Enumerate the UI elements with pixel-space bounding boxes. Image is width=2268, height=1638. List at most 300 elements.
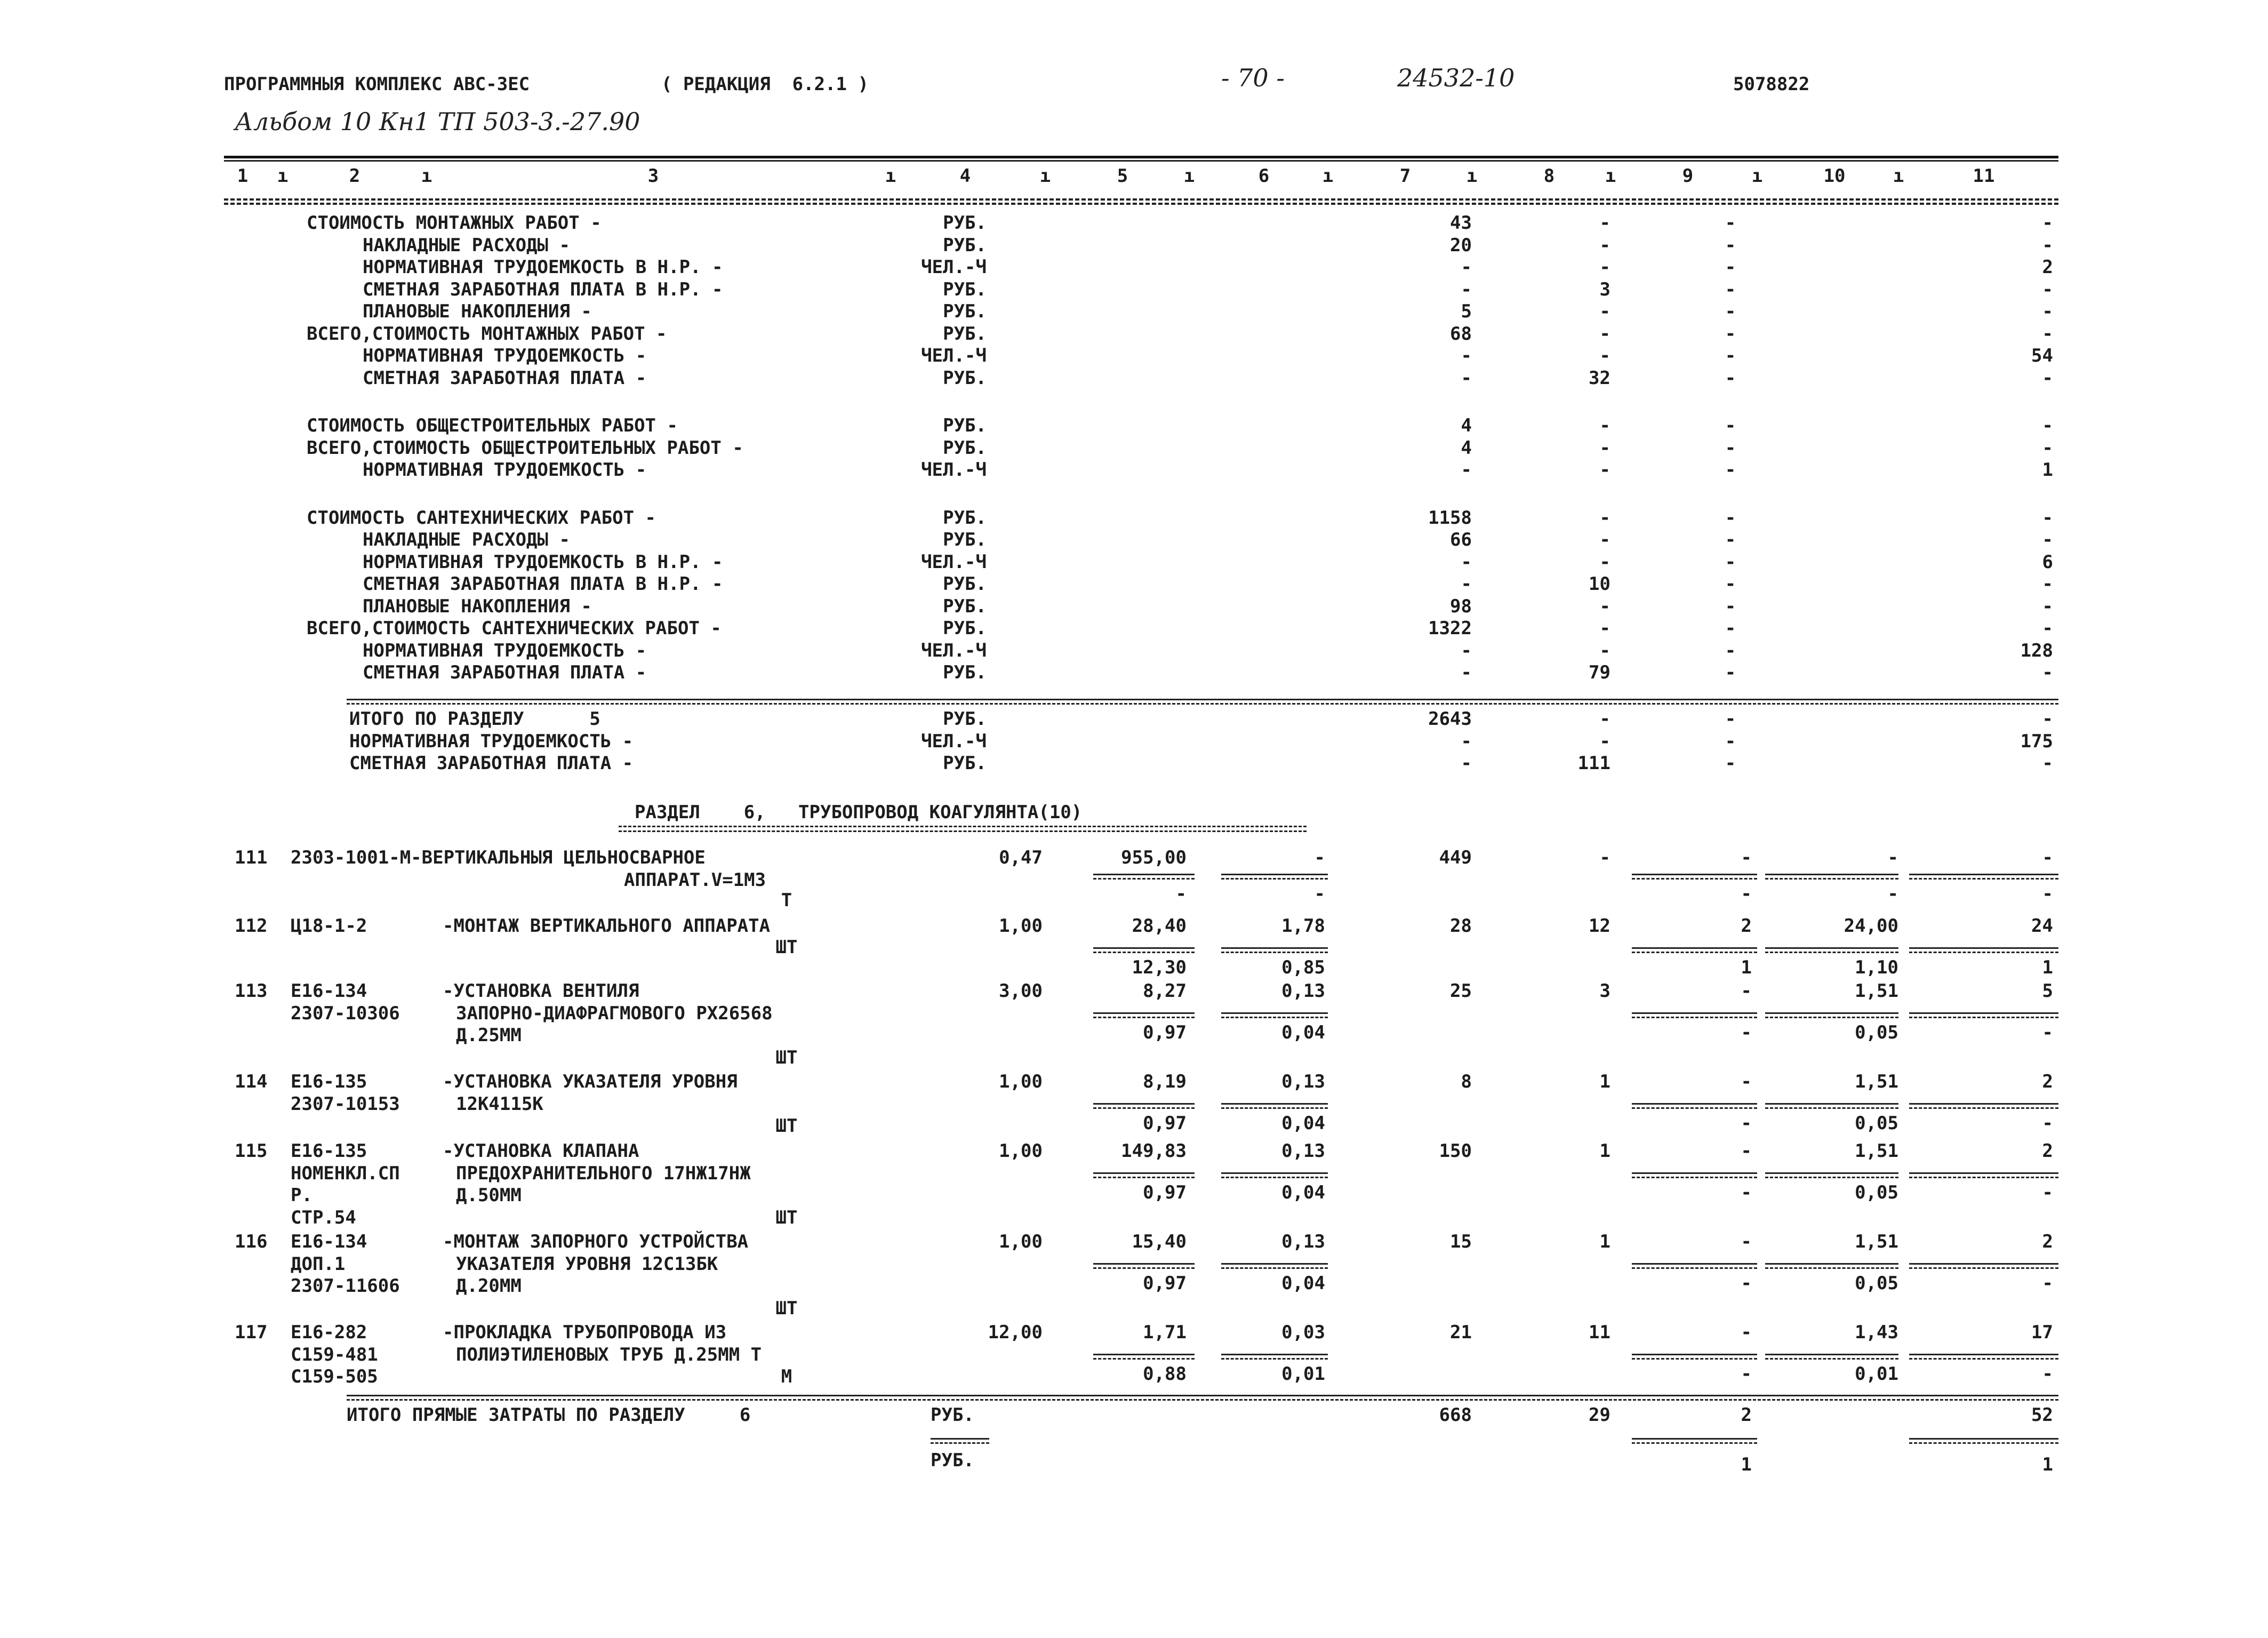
item-col9b: - (1741, 1113, 1752, 1134)
section5-row-col8: - (1599, 301, 1610, 322)
section6-total-col9b: 1 (1741, 1454, 1752, 1475)
item-unit: ШТ (775, 937, 798, 958)
item-col9: - (1741, 1140, 1752, 1162)
column-header-3: 3 (647, 165, 659, 187)
column-header-8: 8 (1543, 165, 1555, 187)
item-col9b: - (1741, 1022, 1752, 1043)
item-col11: 17 (2031, 1322, 2053, 1343)
item-col5-rule (1093, 874, 1195, 875)
item-total-cost: 15 (1450, 1231, 1472, 1252)
section5-row-col7: 4 (1461, 415, 1472, 436)
section5-row-unit: РУБ. (943, 301, 987, 322)
item-code: Е16-134 (291, 1231, 367, 1252)
item-col6-rule (1221, 1103, 1328, 1105)
item-col11b: - (2042, 1022, 2053, 1043)
column-header-10: 10 (1823, 165, 1846, 187)
item-col11-rule (1909, 1012, 2058, 1014)
section5-row-col9: - (1725, 257, 1736, 278)
section5-row-col9: - (1725, 345, 1736, 366)
section5-row-col7: 4 (1461, 437, 1472, 459)
item-col11b: - (2042, 1273, 2053, 1294)
item-code: 2307-10153 (291, 1093, 400, 1115)
section6-total-col11b: 1 (2042, 1454, 2053, 1475)
item-quantity: 12,00 (988, 1322, 1043, 1343)
page-number: - 70 - (1221, 63, 1285, 92)
section5-row-name: СТОИМОСТЬ САНТЕХНИЧЕСКИХ РАБОТ - (307, 507, 656, 529)
column-separator: ı (1605, 165, 1616, 187)
item-wage-cost: 0,97 (1143, 1182, 1187, 1203)
item-col9b: 1 (1741, 957, 1752, 978)
section5-row-unit: РУБ. (943, 507, 987, 529)
item-code: 2307-10306 (291, 1002, 400, 1024)
section6-total-rule (347, 1395, 2058, 1396)
item-col11: 2 (2042, 1071, 2053, 1092)
item-col6b: 0,85 (1281, 957, 1325, 978)
item-col6b: 0,04 (1281, 1182, 1325, 1203)
section5-row-col7: 66 (1450, 529, 1472, 550)
section5-total-rule (347, 699, 2058, 700)
item-quantity: 0,47 (999, 847, 1043, 868)
item-code: СТР.54 (291, 1206, 356, 1228)
section5-row-col7: - (1461, 367, 1472, 389)
item-col6-rule (1221, 1172, 1328, 1174)
item-col11b: 1 (2042, 957, 2053, 978)
section5-row-col11: 54 (2031, 345, 2053, 366)
item-description: УКАЗАТЕЛЯ УРОВНЯ 12С13БК (456, 1253, 718, 1275)
section5-row-unit: ЧЕЛ.-Ч (921, 640, 987, 661)
section5-row-col8: 10 (1589, 573, 1610, 595)
item-wage-cost: 0,97 (1143, 1273, 1187, 1294)
item-unit: ШТ (775, 1297, 798, 1319)
section5-row-col7: - (1461, 640, 1472, 661)
section5-row-name: СТОИМОСТЬ ОБЩЕСТРОИТЕЛЬНЫХ РАБОТ - (307, 415, 678, 436)
section5-row-col7: 98 (1450, 595, 1472, 617)
section5-row-col11: - (2042, 437, 2053, 459)
section5-row-unit: РУБ. (943, 278, 987, 300)
item-description: -МОНТАЖ ВЕРТИКАЛЬНОГО АППАРАТА (443, 915, 771, 937)
item-total-cost: 150 (1439, 1140, 1472, 1162)
section5-row-col8: - (1599, 507, 1610, 529)
item-col8: 1 (1599, 1231, 1610, 1252)
item-code: Е16-135 (291, 1071, 367, 1092)
item-col11: 24 (2031, 915, 2053, 937)
item-code: ДОП.1 (291, 1253, 346, 1275)
item-col5-rule (1093, 947, 1195, 949)
section5-row-name: НАКЛАДНЫЕ РАСХОДЫ - (363, 234, 570, 256)
item-col9b: - (1741, 883, 1752, 905)
section6-total-col11: 52 (2031, 1404, 2053, 1426)
item-col6: 0,13 (1281, 1231, 1325, 1252)
item-col6-rule (1221, 1012, 1328, 1014)
item-description: Д.25ММ (456, 1025, 522, 1046)
item-col11: - (2042, 847, 2053, 868)
item-description: -УСТАНОВКА УКАЗАТЕЛЯ УРОВНЯ (443, 1071, 738, 1092)
section5-row-unit: РУБ. (943, 212, 987, 234)
item-col6b: 0,04 (1281, 1113, 1325, 1134)
section6-title: РАЗДЕЛ 6, ТРУБОПРОВОД КОАГУЛЯНТА(10) (635, 802, 1083, 823)
section5-row-col8: - (1599, 640, 1610, 661)
item-unit: ШТ (775, 1046, 798, 1068)
section5-row-col8: - (1599, 618, 1610, 639)
section5-row-unit: РУБ. (943, 529, 987, 550)
column-header-4: 4 (959, 165, 971, 187)
column-header-5: 5 (1117, 165, 1128, 187)
item-col11b: - (2042, 1113, 2053, 1134)
table-top-rule (224, 156, 2058, 158)
item-col10b: 0,01 (1855, 1363, 1898, 1385)
item-col10-rule (1765, 1103, 1898, 1105)
section5-row-col11: - (2042, 212, 2053, 234)
item-col11-rule (1909, 1263, 2058, 1265)
album-reference: Альбом 10 Кн1 ТП 503-3.-27.90 (235, 107, 640, 136)
section5-row-unit: РУБ. (943, 618, 987, 639)
section5-row-col11: 128 (2020, 640, 2053, 661)
item-quantity: 1,00 (999, 1140, 1043, 1162)
column-separator: ı (1039, 165, 1051, 187)
section5-row-unit: РУБ. (943, 573, 987, 595)
item-col5-rule (1093, 1354, 1195, 1355)
section5-row-col7: 20 (1450, 234, 1472, 256)
item-description: ПОЛИЭТИЛЕНОВЫХ ТРУБ Д.25ММ Т (456, 1344, 762, 1365)
section5-row-unit: РУБ. (943, 323, 987, 345)
item-col11-rule (1909, 874, 2058, 875)
item-col10: 1,51 (1855, 1071, 1898, 1092)
section5-row-col7: - (1461, 662, 1472, 683)
item-col9: - (1741, 847, 1752, 868)
section5-row-col9: - (1725, 595, 1736, 617)
section5-row-col7: - (1461, 278, 1472, 300)
item-description: Д.50ММ (456, 1185, 522, 1206)
item-col8: 12 (1589, 915, 1610, 937)
section5-row-col11: - (2042, 323, 2053, 345)
item-col11-rule (1909, 1172, 2058, 1174)
section5-row-col8: - (1599, 212, 1610, 234)
section5-row-name: НОРМАТИВНАЯ ТРУДОЕМКОСТЬ - (363, 459, 647, 481)
table-top-rule-2 (224, 160, 2058, 162)
item-total-cost: 21 (1450, 1322, 1472, 1343)
section5-row-col11: 2 (2042, 257, 2053, 278)
section5-row-col9: - (1725, 529, 1736, 550)
item-col6b: 0,01 (1281, 1363, 1325, 1385)
section6-total-name: ИТОГО ПРЯМЫЕ ЗАТРАТЫ ПО РАЗДЕЛУ 6 (347, 1404, 751, 1426)
section5-row-unit: РУБ. (943, 415, 987, 436)
item-col11b: - (2042, 1363, 2053, 1385)
column-header-9: 9 (1682, 165, 1694, 187)
section5-row-col9: - (1725, 437, 1736, 459)
item-col8: 1 (1599, 1140, 1610, 1162)
section5-row-col7: 43 (1450, 212, 1472, 234)
item-quantity: 3,00 (999, 980, 1043, 1002)
item-col9-rule (1632, 1012, 1757, 1014)
column-header-6: 6 (1258, 165, 1270, 187)
section5-row-col11: - (2042, 278, 2053, 300)
section5-row-name: ПЛАНОВЫЕ НАКОПЛЕНИЯ - (363, 595, 592, 617)
item-col10: 1,51 (1855, 1231, 1898, 1252)
section5-total-col11: - (2042, 753, 2053, 774)
item-number: 117 (235, 1322, 268, 1343)
section5-row-col7: 68 (1450, 323, 1472, 345)
header-bottom-rule (224, 198, 2058, 201)
item-unit: М (781, 1366, 792, 1387)
item-col6: 0,03 (1281, 1322, 1325, 1343)
section5-row-col11: - (2042, 618, 2053, 639)
item-col11-rule (1909, 947, 2058, 949)
item-col10: 1,43 (1855, 1322, 1898, 1343)
item-code: Е16-282 (291, 1322, 367, 1343)
section5-row-col9: - (1725, 459, 1736, 481)
section5-row-col7: 1158 (1428, 507, 1472, 529)
item-col9b: - (1741, 1273, 1752, 1294)
document-code: 5078822 (1733, 74, 1810, 95)
item-code: НОМЕНКЛ.СП (291, 1162, 400, 1184)
item-unit-cost: 28,40 (1132, 915, 1187, 937)
column-separator: ı (1183, 165, 1195, 187)
item-col11-rule (1909, 1354, 2058, 1355)
section5-row-col11: - (2042, 573, 2053, 595)
item-col11: 2 (2042, 1140, 2053, 1162)
column-separator: ı (1322, 165, 1334, 187)
item-unit-cost: 149,83 (1121, 1140, 1187, 1162)
item-number: 116 (235, 1231, 268, 1252)
column-separator: ı (1466, 165, 1478, 187)
item-col9: - (1741, 1322, 1752, 1343)
item-code: Е16-135 (291, 1140, 367, 1162)
column-header-7: 7 (1399, 165, 1411, 187)
item-col9: - (1741, 1231, 1752, 1252)
item-col6b: 0,04 (1281, 1022, 1325, 1043)
section5-total-col7: - (1461, 730, 1472, 752)
section5-row-col9: - (1725, 662, 1736, 683)
section5-row-col8: - (1599, 257, 1610, 278)
section5-total-name: НОРМАТИВНАЯ ТРУДОЕМКОСТЬ - (349, 730, 634, 752)
item-quantity: 1,00 (999, 1231, 1043, 1252)
item-description: -УСТАНОВКА ВЕНТИЛЯ (443, 980, 639, 1002)
item-unit: ШТ (775, 1115, 798, 1137)
section5-row-col9: - (1725, 415, 1736, 436)
item-col10b: 0,05 (1855, 1273, 1898, 1294)
item-wage-cost: 12,30 (1132, 957, 1187, 978)
item-col10-rule (1765, 874, 1898, 875)
item-col10-rule (1765, 1172, 1898, 1174)
item-unit: ШТ (775, 1206, 798, 1228)
item-col10b: - (1887, 883, 1898, 905)
section6-total-unit-rule (931, 1438, 989, 1440)
item-col6-rule (1221, 874, 1328, 875)
item-description: -УСТАНОВКА КЛАПАНА (443, 1140, 639, 1162)
section5-row-col9: - (1725, 367, 1736, 389)
section5-row-col8: - (1599, 323, 1610, 345)
item-col9: 2 (1741, 915, 1752, 937)
item-wage-cost: - (1175, 883, 1187, 905)
item-col6-rule (1221, 1354, 1328, 1355)
section5-row-col11: - (2042, 301, 2053, 322)
section5-row-col8: - (1599, 345, 1610, 366)
item-col11: 5 (2042, 980, 2053, 1002)
section5-row-col11: - (2042, 662, 2053, 683)
section6-total-unit2: РУБ. (931, 1450, 974, 1471)
item-col10b: 0,05 (1855, 1182, 1898, 1203)
section5-row-col8: - (1599, 529, 1610, 550)
item-col9-rule (1632, 1263, 1757, 1265)
column-separator: ı (421, 165, 432, 187)
section5-row-col7: - (1461, 551, 1472, 573)
section6-total-unit: РУБ. (931, 1404, 974, 1426)
section5-row-name: ВСЕГО,СТОИМОСТЬ САНТЕХНИЧЕСКИХ РАБОТ - (307, 618, 722, 639)
item-code: С159-481 (291, 1344, 378, 1365)
item-col8: - (1599, 847, 1610, 868)
section5-row-unit: РУБ. (943, 595, 987, 617)
section5-row-col9: - (1725, 323, 1736, 345)
section5-row-col8: 3 (1599, 278, 1610, 300)
item-col10-rule (1765, 947, 1898, 949)
section5-total-col9: - (1725, 730, 1736, 752)
item-unit-cost: 8,19 (1143, 1071, 1187, 1092)
section5-row-col9: - (1725, 640, 1736, 661)
section5-row-col8: - (1599, 551, 1610, 573)
item-unit-cost: 1,71 (1143, 1322, 1187, 1343)
item-total-cost: 28 (1450, 915, 1472, 937)
section5-total-col8: - (1599, 730, 1610, 752)
section5-row-name: НОРМАТИВНАЯ ТРУДОЕМКОСТЬ - (363, 345, 647, 366)
item-col10: - (1887, 847, 1898, 868)
section5-row-col11: - (2042, 234, 2053, 256)
item-col9b: - (1741, 1182, 1752, 1203)
item-col10b: 0,05 (1855, 1022, 1898, 1043)
section5-row-col11: 1 (2042, 459, 2053, 481)
item-col8: 1 (1599, 1071, 1610, 1092)
item-col10b: 0,05 (1855, 1113, 1898, 1134)
section5-row-col11: - (2042, 367, 2053, 389)
section5-row-col8: 32 (1589, 367, 1610, 389)
item-col5-rule (1093, 1012, 1195, 1014)
item-col6: 1,78 (1281, 915, 1325, 937)
section5-total-col8: 111 (1577, 753, 1610, 774)
section5-row-col8: - (1599, 234, 1610, 256)
item-col10-rule (1765, 1012, 1898, 1014)
section5-total-name: ИТОГО ПО РАЗДЕЛУ 5 (349, 708, 600, 730)
section5-row-col8: - (1599, 415, 1610, 436)
item-code: Е16-134 (291, 980, 367, 1002)
item-col8: 3 (1599, 980, 1610, 1002)
item-col11b: - (2042, 883, 2053, 905)
item-description: 12К4115К (456, 1093, 543, 1115)
item-col11b: - (2042, 1182, 2053, 1203)
document-number: 24532-10 (1397, 63, 1515, 92)
item-col9-rule (1632, 1103, 1757, 1105)
section5-row-col8: 79 (1589, 662, 1610, 683)
item-col9-rule (1632, 1354, 1757, 1355)
item-col10b: 1,10 (1855, 957, 1898, 978)
item-number: 115 (235, 1140, 268, 1162)
item-description: ПРЕДОХРАНИТЕЛЬНОГО 17НЖ17НЖ (456, 1162, 751, 1184)
section5-row-name: ПЛАНОВЫЕ НАКОПЛЕНИЯ - (363, 301, 592, 322)
item-quantity: 1,00 (999, 915, 1043, 937)
column-separator: ı (885, 165, 896, 187)
section5-row-col9: - (1725, 573, 1736, 595)
section5-row-name: ВСЕГО,СТОИМОСТЬ МОНТАЖНЫХ РАБОТ - (307, 323, 667, 345)
section5-row-name: НОРМАТИВНАЯ ТРУДОЕМКОСТЬ В Н.Р. - (363, 257, 723, 278)
item-description: АППАРАТ.V=1М3 (624, 869, 766, 891)
item-col9: - (1741, 1071, 1752, 1092)
item-code: 2303-1001-М-ВЕРТИКАЛЬНЫЯ ЦЕЛЬНОСВАРНОЕ (291, 847, 706, 868)
section5-row-col11: - (2042, 415, 2053, 436)
section5-row-name: СТОИМОСТЬ МОНТАЖНЫХ РАБОТ - (307, 212, 602, 234)
section5-row-name: СМЕТНАЯ ЗАРАБОТНАЯ ПЛАТА В Н.Р. - (363, 278, 723, 300)
section5-row-unit: ЧЕЛ.-Ч (921, 459, 987, 481)
item-unit-cost: 8,27 (1143, 980, 1187, 1002)
section5-row-name: НАКЛАДНЫЕ РАСХОДЫ - (363, 529, 570, 550)
item-total-cost: 449 (1439, 847, 1472, 868)
item-col10: 1,51 (1855, 980, 1898, 1002)
section5-row-col9: - (1725, 234, 1736, 256)
column-header-11: 11 (1973, 165, 1995, 187)
section6-total-col7: 668 (1439, 1404, 1472, 1426)
item-col10-rule (1765, 1263, 1898, 1265)
item-col11: 2 (2042, 1231, 2053, 1252)
section5-row-col7: 5 (1461, 301, 1472, 322)
item-col5-rule (1093, 1103, 1195, 1105)
section5-row-col11: - (2042, 529, 2053, 550)
section5-total-col11: 175 (2020, 730, 2053, 752)
section5-total-col9: - (1725, 753, 1736, 774)
header-bottom-rule-2 (224, 203, 2058, 205)
item-number: 114 (235, 1071, 268, 1092)
item-number: 112 (235, 915, 268, 937)
item-col6: 0,13 (1281, 1071, 1325, 1092)
edition: ( РЕДАКЦИЯ 6.2.1 ) (661, 74, 869, 95)
item-col10: 1,51 (1855, 1140, 1898, 1162)
section5-row-unit: ЧЕЛ.-Ч (921, 551, 987, 573)
item-unit: Т (781, 890, 792, 911)
section5-total-col7: - (1461, 753, 1472, 774)
item-wage-cost: 0,97 (1143, 1113, 1187, 1134)
section5-row-col9: - (1725, 551, 1736, 573)
section5-row-name: НОРМАТИВНАЯ ТРУДОЕМКОСТЬ - (363, 640, 647, 661)
program-name: ПРОГРАММНЫЯ КОМПЛЕКС АВС-3ЕС (224, 74, 530, 95)
section5-row-name: НОРМАТИВНАЯ ТРУДОЕМКОСТЬ В Н.Р. - (363, 551, 723, 573)
section6-title-underline (619, 826, 1307, 827)
item-total-cost: 25 (1450, 980, 1472, 1002)
item-col9: - (1741, 980, 1752, 1002)
section5-row-name: ВСЕГО,СТОИМОСТЬ ОБЩЕСТРОИТЕЛЬНЫХ РАБОТ - (307, 437, 743, 459)
item-col10: 24,00 (1844, 915, 1898, 937)
column-separator: ı (1751, 165, 1763, 187)
section5-total-name: СМЕТНАЯ ЗАРАБОТНАЯ ПЛАТА - (349, 753, 634, 774)
item-description: Д.20ММ (456, 1275, 522, 1297)
item-description: -МОНТАЖ ЗАПОРНОГО УСТРОЙСТВА (443, 1231, 749, 1252)
section5-row-name: СМЕТНАЯ ЗАРАБОТНАЯ ПЛАТА - (363, 662, 647, 683)
item-unit-cost: 15,40 (1132, 1231, 1187, 1252)
section5-row-col8: - (1599, 459, 1610, 481)
section5-total-unit: РУБ. (943, 708, 987, 730)
section5-row-col7: - (1461, 345, 1472, 366)
section5-total-col11: - (2042, 708, 2053, 730)
section5-row-col9: - (1725, 507, 1736, 529)
section5-row-unit: РУБ. (943, 367, 987, 389)
section5-row-col7: - (1461, 257, 1472, 278)
item-col11-rule (1909, 1103, 2058, 1105)
item-code: 2307-11606 (291, 1275, 400, 1297)
section5-row-name: СМЕТНАЯ ЗАРАБОТНАЯ ПЛАТА - (363, 367, 647, 389)
section5-row-unit: РУБ. (943, 437, 987, 459)
section5-row-col7: - (1461, 459, 1472, 481)
item-col6: - (1314, 847, 1325, 868)
item-description: ЗАПОРНО-ДИАФРАГМОВОГО РХ26568 (456, 1002, 773, 1024)
item-col10-rule (1765, 1354, 1898, 1355)
section5-total-col9: - (1725, 708, 1736, 730)
section5-row-unit: РУБ. (943, 234, 987, 256)
section5-row-col8: - (1599, 595, 1610, 617)
